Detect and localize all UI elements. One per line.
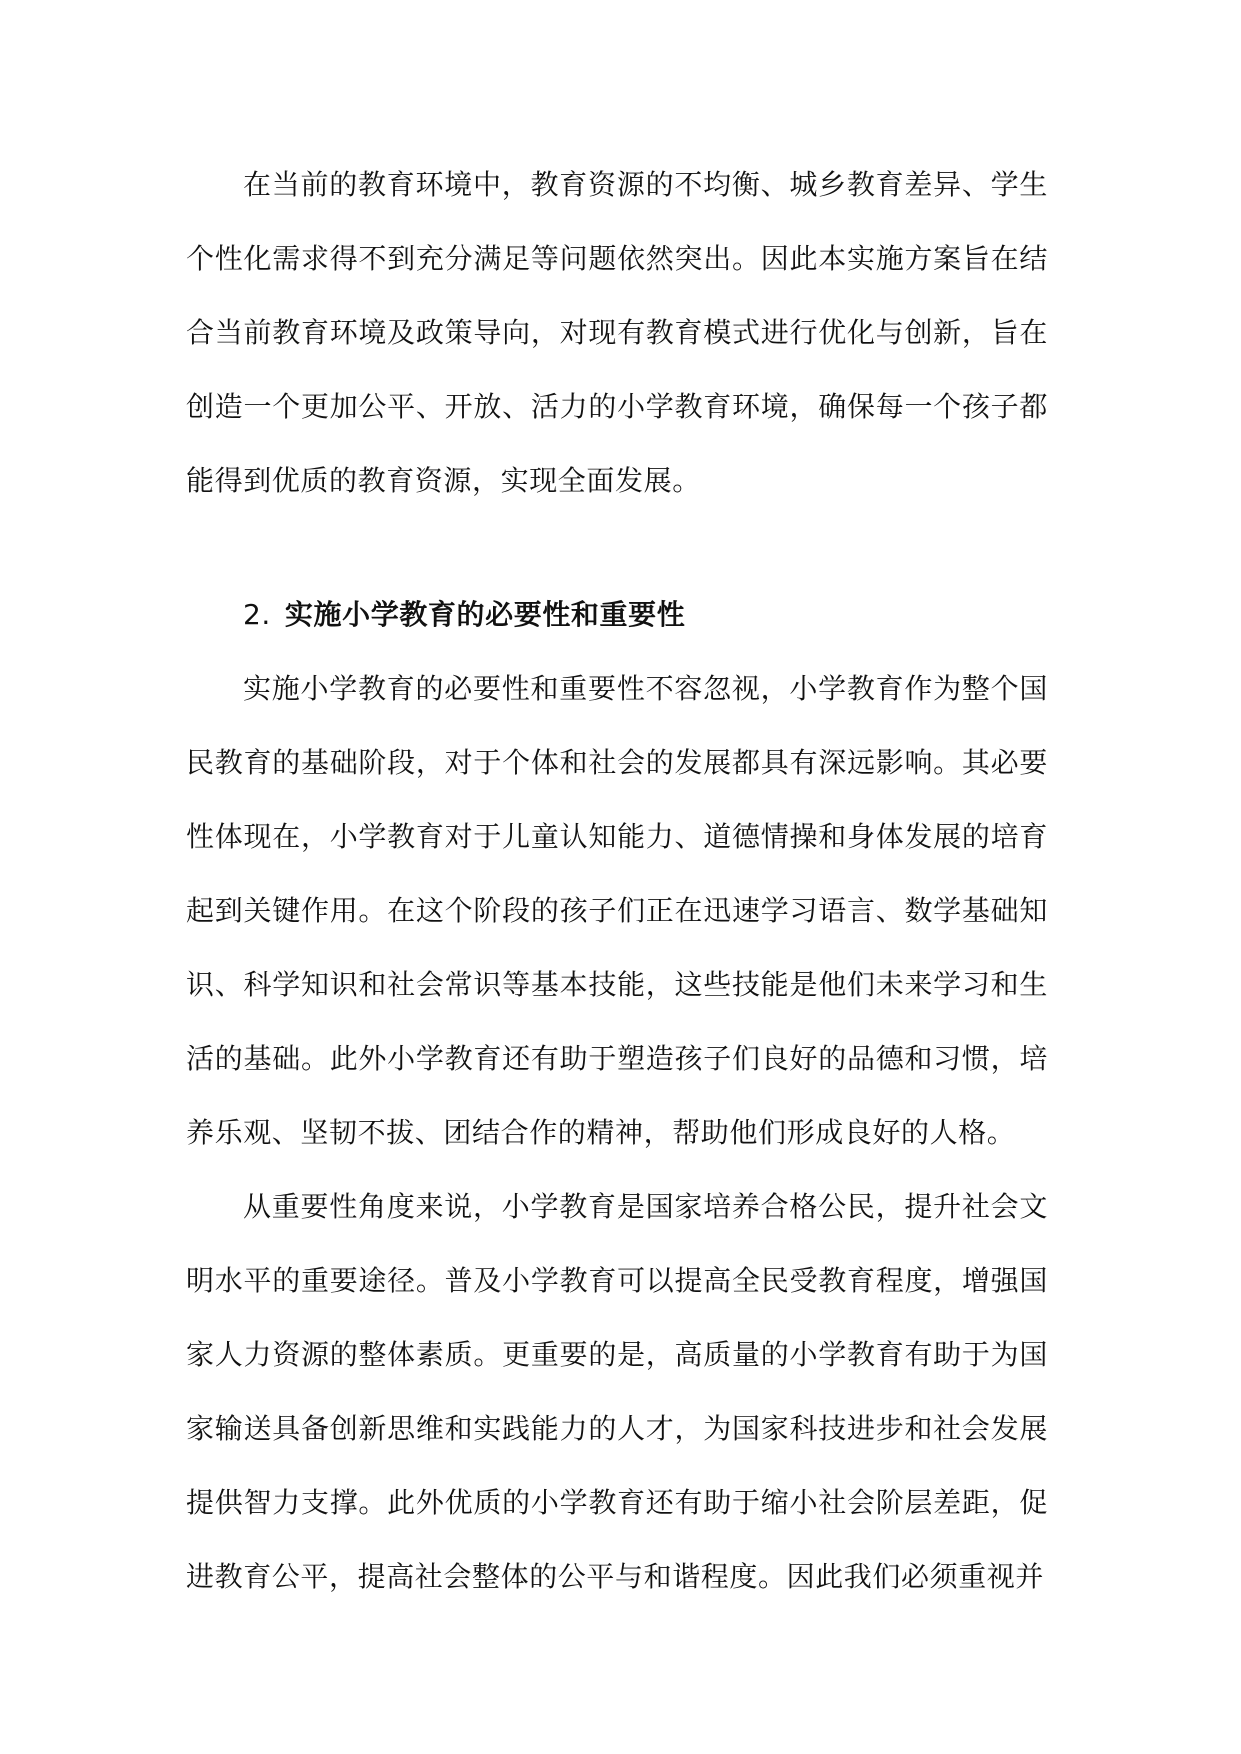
section-number: 2. — [243, 598, 271, 631]
section-title: 实施小学教育的必要性和重要性 — [284, 598, 686, 631]
document-body — [186, 148, 1048, 1614]
section-heading — [186, 578, 1048, 652]
paragraph-necessity: 实施小学教育的必要性和重要性不容忽视，小学教育作为整个国民教育的基础阶段，对于个体和社会的发展都具有深远影响。其必要性体现在，小学教育对于儿童认知能力、道德情操和身体发展的培育起到关键作用。在这个阶段的孩子们正在迅速学习语言、数学基础知识、科学知识和社会常识等基本技能，这些技能是他们未来学习和生活的基础。此外小学教育还有助于塑造孩子们良好的品德和习惯，培养乐观、坚韧不拔、团结合作的精神，帮助他们形成良好的人格。 — [186, 672, 1048, 1149]
paragraph-education-environment: 在当前的教育环境中，教育资源的不均衡、城乡教育差异、学生个性化需求得不到充分满足等问题依然突出。因此本实施方案旨在结合当前教育环境及政策导向，对现有教育模式进行优化与创新，旨在创造一个更加公平、开放、活力的小学教育环境，确保每一个孩子都能得到优质的教育资源，实现全面发展。 — [186, 168, 1048, 497]
paragraph-importance: 从重要性角度来说，小学教育是国家培养合格公民，提升社会文明水平的重要途径。普及小学教育可以提高全民受教育程度，增强国家人力资源的整体素质。更重要的是，高质量的小学教育有助于为国家输送具备创新思维和实践能力的人才，为国家科技进步和社会发展提供智力支撑。此外优质的小学教育还有助于缩小社会阶层差距，促进教育公平，提高社会整体的公平与和谐程度。因此我们必须重视并 — [186, 1190, 1048, 1593]
